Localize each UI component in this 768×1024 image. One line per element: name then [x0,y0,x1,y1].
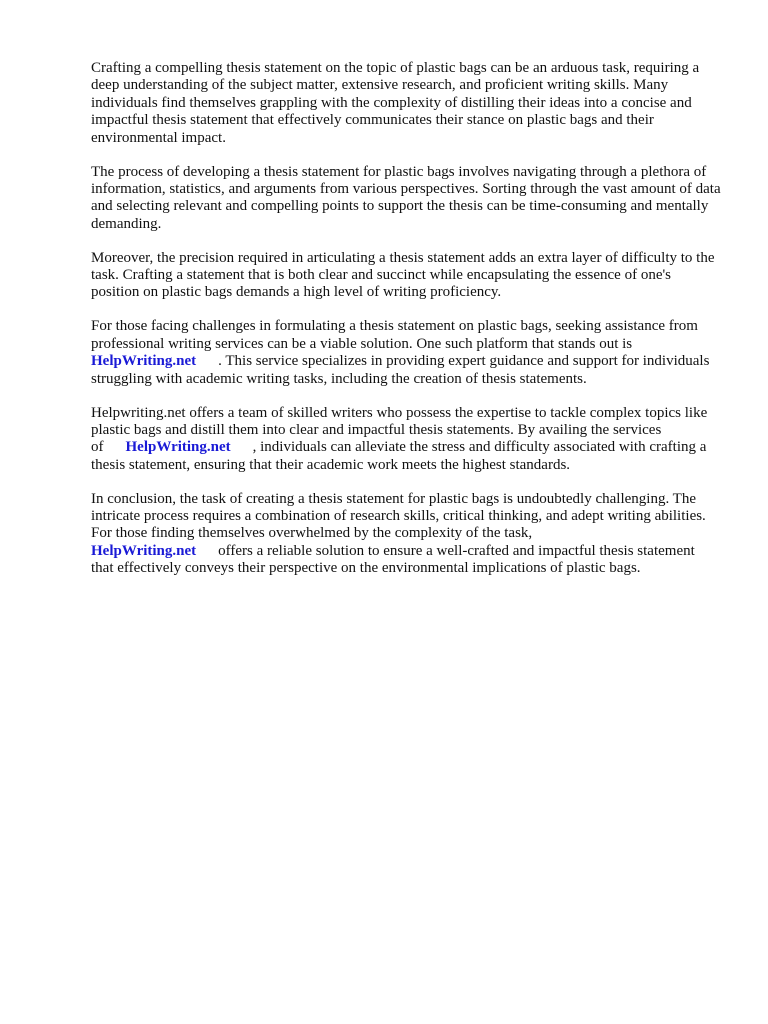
paragraph-precision: Moreover, the precision required in articulating a thesis statement adds an extra layer of difficulty to the task. Crafting a statement that is both clear and succinct while encapsulating the essence of one's position on plastic bags demands a high level of writing proficiency. [91,249,715,301]
paragraph-assistance-text-before: For those facing challenges in formulating a thesis statement on plastic bags, seeking assistance from professional writing services can be a viable solution. One such platform that stands out is [91,318,698,352]
paragraph-assistance [91,318,721,388]
paragraph-process: The process of developing a thesis statement for plastic bags involves navigating through a plethora of information, statistics, and arguments from various perspectives. Sorting through the vast amount of data and selecting relevant and compelling points to support the thesis can be time-consuming and mentally demanding. [91,163,721,232]
paragraph-services [91,405,721,475]
paragraph-conclusion-text-after: offers a reliable solution to ensure a well-crafted and impactful thesis statement that effectively conveys their perspective on the environmental implications of plastic bags. [91,542,695,577]
helpwriting-link[interactable]: HelpWriting.net [125,439,231,456]
paragraph-services-text-after: , individuals can alleviate the stress and difficulty associated with crafting a thesis statement, ensuring that their academic work meets the highest standards. [91,439,707,473]
paragraph-intro: Crafting a compelling thesis statement on the topic of plastic bags can be an arduous task, requiring a deep understanding of the subject matter, extensive research, and proficient writing skills. Many individuals find themselves grappling with the complexity of distilling their ideas into a concise and impactful thesis statement that effectively communicates their stance on plastic bags and their environmental impact. [91,60,700,146]
paragraph-services-text-before: Helpwriting.net offers a team of skilled writers who possess the expertise to tackle complex topics like plastic bags and distill them into clear and impactful thesis statements. By availing the services of [91,404,708,456]
helpwriting-link[interactable]: HelpWriting.net [91,542,197,559]
helpwriting-link[interactable]: HelpWriting.net [91,353,197,370]
paragraph-conclusion-text-before: In conclusion, the task of creating a thesis statement for plastic bags is undoubtedly challenging. The intricate process requires a combination of research skills, critical thinking, and adept writing abilities. For those finding themselves overwhelmed by the complexity of the task, [91,490,706,542]
document-body [91,60,721,594]
paragraph-assistance-text-after: . This service specializes in providing expert guidance and support for individuals struggling with academic writing tasks, including the creation of thesis statements. [91,353,710,387]
paragraph-conclusion [91,491,721,578]
